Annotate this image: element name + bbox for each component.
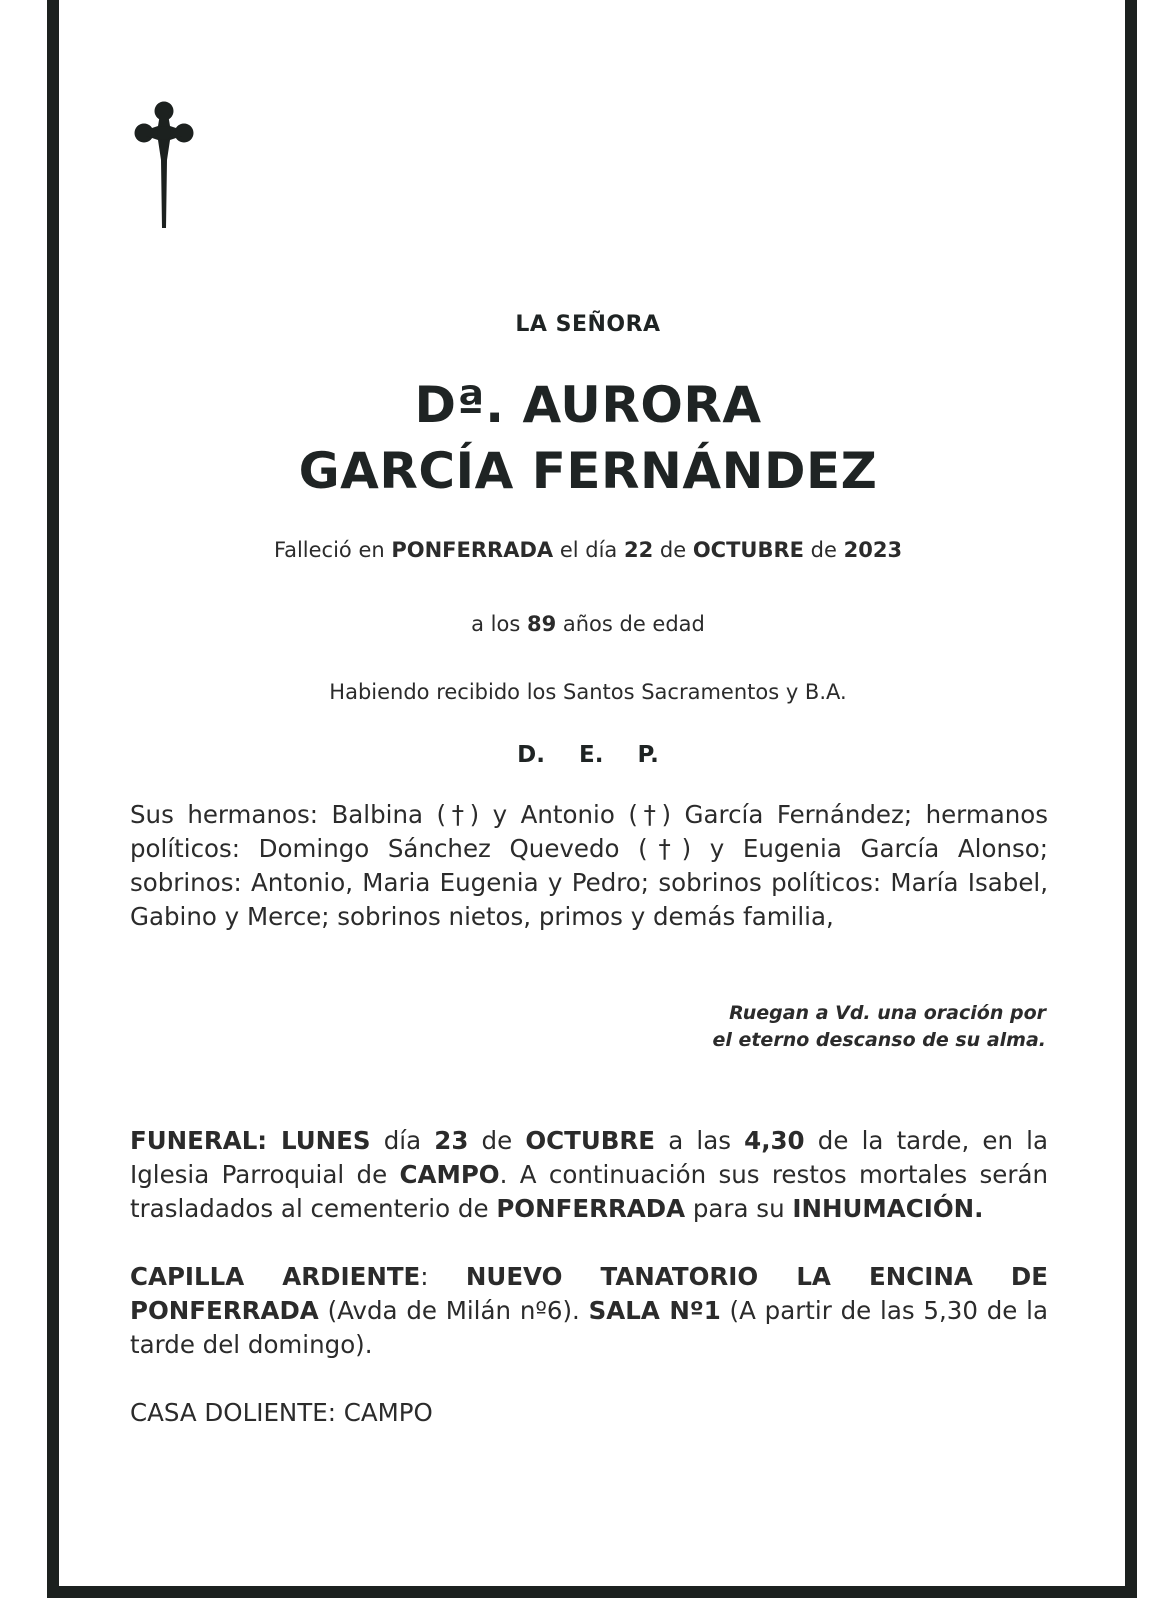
chapel-place: NUEVO TANATORIO LA ENCINA DE PONFERRADA bbox=[130, 1262, 1048, 1325]
death-place: PONFERRADA bbox=[391, 538, 554, 562]
text: a las bbox=[655, 1126, 745, 1155]
chapel-room: SALA Nº1 bbox=[588, 1296, 721, 1325]
funeral-church: CAMPO bbox=[399, 1160, 500, 1189]
sacraments-line: Habiendo recibido los Santos Sacramentos y B.A. bbox=[329, 680, 847, 704]
text: (A partir de las 5,30 de la tarde del domingo). bbox=[130, 1296, 1049, 1359]
text: : bbox=[420, 1262, 466, 1291]
family-paragraph: Sus hermanos: Balbina (†) y Antonio (†) García Fernández; hermanos políticos: Domingo Sánchez Quevedo (†) y Eugenia García Alonso; sobrinos: Antonio, Maria Eugenia y Pedro; sobrinos políticos: María Isabel, Gabino y Merce; sobrinos nietos, primos y demás familia, bbox=[130, 800, 1048, 931]
chapel-label: CAPILLA ARDIENTE bbox=[130, 1262, 421, 1291]
death-year: 2023 bbox=[843, 538, 903, 562]
prayer-request bbox=[600, 1000, 1046, 1054]
name-line-2: GARCÍA FERNÁNDEZ bbox=[298, 442, 878, 500]
chapel-paragraph bbox=[130, 1260, 1048, 1362]
text: para su bbox=[685, 1194, 793, 1223]
age-line bbox=[120, 612, 1056, 636]
prayer-line-1: Ruegan a Vd. una oración por bbox=[729, 1002, 1046, 1024]
text: de bbox=[653, 538, 693, 562]
title: LA SEÑORA bbox=[515, 312, 661, 337]
text: a los bbox=[471, 612, 527, 636]
text: día bbox=[370, 1126, 435, 1155]
text: de la tarde, en la Iglesia Parroquial de bbox=[130, 1126, 1049, 1189]
name-line-1: Dª. AURORA bbox=[414, 376, 762, 434]
funeral-burial: INHUMACIÓN. bbox=[792, 1194, 984, 1223]
deceased-name bbox=[120, 372, 1056, 504]
dep-line: D. E. P. bbox=[517, 742, 659, 768]
casa-doliente: CASA DOLIENTE: CAMPO bbox=[130, 1398, 433, 1427]
text: el día bbox=[553, 538, 624, 562]
text: (Avda de Milán nº6). bbox=[318, 1296, 589, 1325]
text: . A continuación sus restos mortales serán trasladados al cementerio de bbox=[130, 1160, 1048, 1223]
text: años de edad bbox=[556, 612, 705, 636]
funeral-cemetery: PONFERRADA bbox=[496, 1194, 686, 1223]
death-month: OCTUBRE bbox=[692, 538, 804, 562]
age-years: 89 bbox=[526, 612, 557, 636]
death-day: 22 bbox=[623, 538, 654, 562]
funeral-day: 23 bbox=[434, 1126, 469, 1155]
santiago-cross-icon bbox=[134, 100, 194, 228]
funeral-label: FUNERAL: LUNES bbox=[130, 1126, 371, 1155]
text: de bbox=[468, 1126, 526, 1155]
funeral-time: 4,30 bbox=[744, 1126, 805, 1155]
death-line bbox=[120, 538, 1056, 562]
text: Falleció en bbox=[273, 538, 392, 562]
prayer-line-2: el eterno descanso de su alma. bbox=[712, 1029, 1046, 1051]
text: de bbox=[804, 538, 844, 562]
funeral-month: OCTUBRE bbox=[525, 1126, 656, 1155]
funeral-paragraph bbox=[130, 1124, 1048, 1226]
